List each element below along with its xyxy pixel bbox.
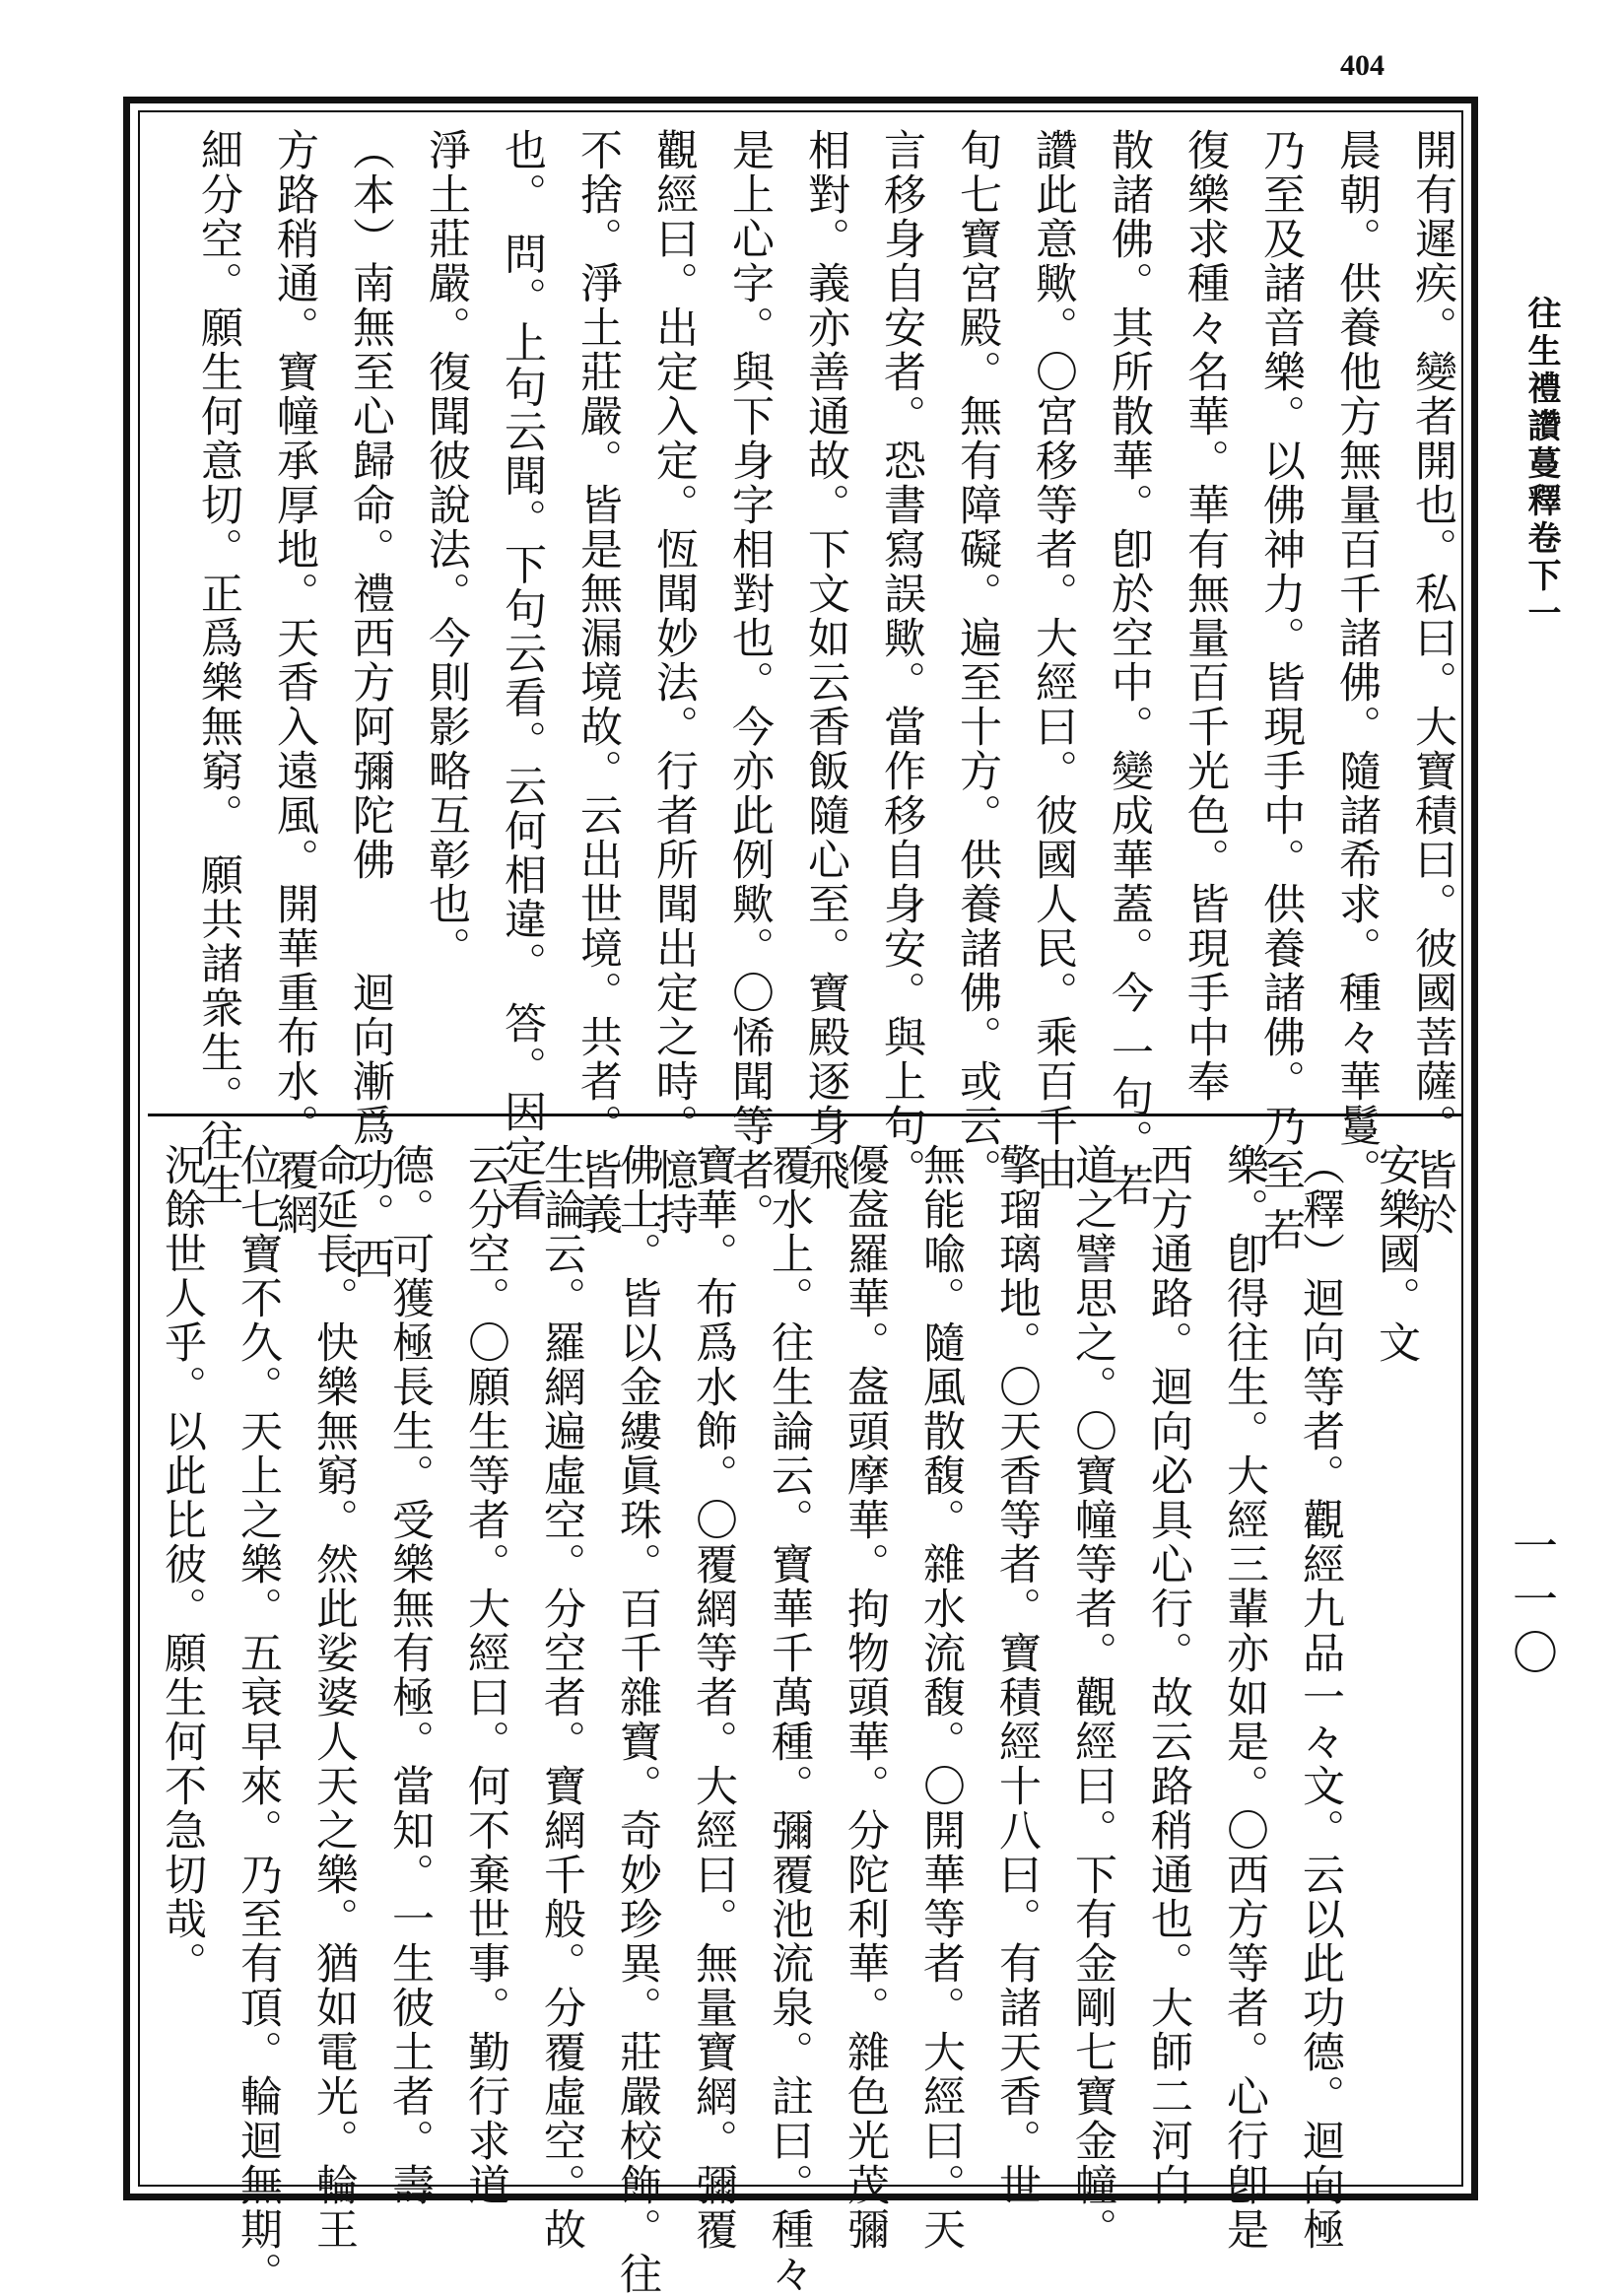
- text-column: 寶華。布爲水飾。〇覆網等者。大經曰。無量寶網。彌覆: [689, 1143, 738, 2252]
- text-column: 開有遲疾。變者開也。私曰。大寶積曰。彼國菩薩。皆於: [1408, 128, 1457, 1237]
- text-column: 生論云。羅網遍虛空。分空者。寶網千般。分覆虛空。故: [537, 1143, 586, 2252]
- text-column: 也。 問。上句云聞。下句云看。云何相違。 答。因定看: [498, 128, 547, 1224]
- text-column: 樂。卽得往生。大經三輩亦如是。〇西方等者。心行卽是: [1220, 1143, 1269, 2252]
- text-column: 優盋羅華。盋頭摩華。拘物頭華。分陀利華。雜色光茂彌: [841, 1143, 890, 2252]
- folio-number: 一一〇: [1506, 1522, 1559, 1682]
- text-column: 淨土莊嚴。復聞彼說法。今則影略互彰也。: [422, 128, 471, 971]
- text-column: 道之譬思之。〇寶幢等者。觀經曰。下有金剛七寶金幢。: [1068, 1143, 1117, 2252]
- text-column: 是上心字。與下身字相對也。今亦此例歟。〇悕聞等者。: [725, 128, 775, 1237]
- text-column: 德。可獲極長生。受樂無有極。當知。一生彼土者。壽: [385, 1143, 435, 2207]
- text-column: 西方通路。迴向必具心行。故云路稍通也。大師二河白: [1144, 1143, 1193, 2207]
- text-column: 相對。義亦善通故。下文如云香飯隨心至。寶殿逐身飛: [801, 128, 850, 1192]
- text-column: 覆水上。往生論云。寶華千萬種。彌覆池流泉。註曰。種々: [765, 1143, 814, 2296]
- text-column: 旬七寶宮殿。無有障礙。遍至十方。供養諸佛。或云。: [953, 128, 1002, 1192]
- text-column: 觀經曰。出定入定。恆聞妙法。行者所聞出定之時。憶持: [649, 128, 699, 1237]
- text-column: 云分空。〇願生等者。大經曰。何不棄世事。勤行求道: [461, 1143, 510, 2207]
- text-column: 言移身自安者。恐書寫誤歟。當作移自身安。與上句。: [877, 128, 926, 1192]
- text-column: 無能喩。隨風散馥。雜水流馥。〇開華等者。大經曰。天: [916, 1143, 966, 2252]
- text-column: 安樂國。文: [1372, 1143, 1421, 1365]
- text-column: 讚此意歟。〇宮移等者。大經曰。彼國人民。乘百千由: [1029, 128, 1078, 1192]
- text-column: （釋）迴向等者。觀經九品一々文。云以此功德。迴向極: [1296, 1143, 1345, 2252]
- spine-title: 往生禮讚蔓釋卷下一: [1521, 296, 1561, 633]
- text-column: 擎瑠璃地。〇天香等者。寶積經十八曰。有諸天香。世: [992, 1143, 1042, 2207]
- text-column: （本）南無至心歸命。禮西方阿彌陀佛 迴向漸爲功。西: [346, 128, 395, 1281]
- page-number: 404: [1340, 49, 1385, 82]
- text-column: 命延長。快樂無窮。然此娑婆人天之樂。猶如電光。輪王: [309, 1143, 359, 2252]
- text-column: 況餘世人乎。以此比彼。願生何不急切哉。: [158, 1143, 207, 1986]
- text-column: 細分空。願生何意切。正爲樂無窮。 願共諸衆生。往生: [194, 128, 243, 1208]
- text-column: 方路稍通。寶幢承厚地。天香入遠風。開華重布水。覆網: [270, 128, 319, 1237]
- text-column: 位七寶不久。天上之樂。五衰早來。乃至有頂。輪迴無期。: [234, 1143, 283, 2296]
- text-column: 晨朝。供養他方無量百千諸佛。隨諸希求。種々華鬘。: [1332, 128, 1382, 1192]
- text-column: 不捨。淨土莊嚴。皆是無漏境故。云出世境。共者。皆義: [574, 128, 623, 1237]
- text-column: 乃至及諸音樂。以佛神力。皆現手中。供養諸佛。乃至 若: [1256, 128, 1306, 1252]
- text-column: 復樂求種々名華。華有無量百千光色。皆現手中奉: [1181, 128, 1230, 1104]
- text-column: 散諸佛。其所散華。卽於空中。變成華蓋。今 一句。若: [1105, 128, 1154, 1208]
- text-column: 佛土。皆以金縷眞珠。百千雜寶。奇妙珍異。莊嚴校飾。往: [613, 1143, 662, 2296]
